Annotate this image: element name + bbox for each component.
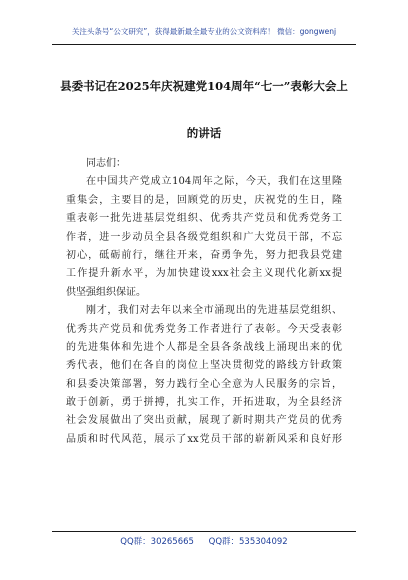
paragraph-1-line: 重集会，主要目的是，回顾党的历史，庆祝党的生日，隆	[66, 194, 342, 206]
paragraph-2-line: 刚才，我们对去年以来全市涌现出的先进基层党组织、	[86, 305, 342, 317]
qq-group-1: QQ群：30265665	[120, 537, 194, 547]
footer-qq-groups	[0, 535, 408, 547]
paragraph-1-line: 在中国共产党成立104周年之际，今天，我们在这里隆	[86, 176, 342, 188]
paragraph-1-line: 初心，砥砺前行，继往开来，奋勇争先，努力把我县党建	[66, 249, 342, 261]
document-title-continued: 的讲话	[186, 126, 222, 140]
paragraph-2-line: 社会发展做出了突出贡献，展现了新时期共产党员的优秀	[66, 415, 342, 427]
paragraph-2-line: 品质和时代风范，展示了xx党员干部的崭新风采和良好形	[66, 433, 342, 445]
paragraph-2-line: 优秀共产党员和优秀党务工作者进行了表彰。今天受表彰	[66, 323, 342, 335]
footer-divider	[52, 531, 356, 532]
paragraph-1-line: 作者，进一步动员全县各级党组织和广大党员干部，不忘	[66, 231, 342, 243]
paragraph-1-line: 重表彰一批先进基层党组织、优秀共产党员和优秀党务工	[66, 213, 342, 225]
document-title: 县委书记在2025年庆祝建党104周年“七一”表彰大会上	[60, 79, 348, 93]
header-divider	[52, 44, 356, 45]
paragraph-1-line: 供坚强组织保证。	[66, 286, 146, 298]
salutation: 同志们：	[86, 158, 126, 169]
paragraph-2-line: 和县委决策部署，努力践行全心全意为人民服务的宗旨，	[66, 378, 342, 390]
paragraph-1-line: 工作提升新水平，为加快建设xxx社会主义现代化新xx提	[66, 268, 342, 280]
paragraph-2-line: 敢于创新，勇于拼搏，扎实工作，开拓进取，为全县经济	[66, 397, 342, 409]
paragraph-2-line: 的先进集体和先进个人都是全县各条战线上涌现出来的优	[66, 341, 342, 353]
paragraph-2-line: 秀代表，他们在各自的岗位上坚决贯彻党的路线方针政策	[66, 360, 342, 372]
qq-group-2: QQ群：535304092	[208, 537, 288, 547]
document-body	[66, 155, 342, 449]
header-promo-note: 关注头条号“公文研究”，获得最新最全最专业的公文资料库！ 微信：gongwenj	[71, 27, 337, 36]
